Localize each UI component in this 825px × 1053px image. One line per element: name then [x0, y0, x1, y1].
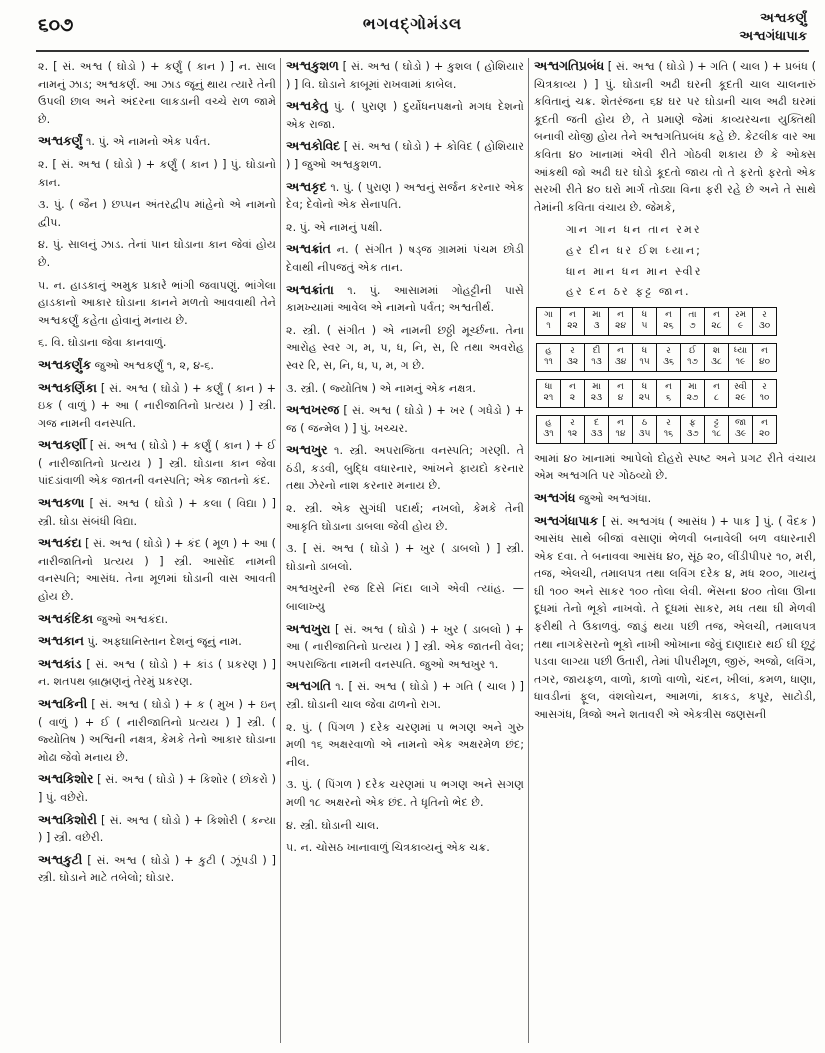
entry-definition: ૧. [ સં. અશ્વ ( ઘોડો ) + ગતિ ( ચાલ ) ] સ્ત્રી. ઘોડાની ચાલ જેવા ઢાળનો રાગ.	[286, 680, 524, 711]
grid-cell-number: ૧૭	[687, 357, 698, 368]
column-left	[38, 58, 276, 1043]
grid-cell-number: ૨૨	[567, 321, 578, 332]
column-middle	[286, 58, 524, 1043]
dictionary-entry	[286, 442, 524, 495]
grid-cell	[729, 415, 753, 443]
grid-cell	[681, 307, 705, 335]
grid-cell-syllable: ગા	[544, 310, 553, 321]
dictionary-entry	[534, 450, 816, 485]
grid-cell-number: ૧૮	[711, 429, 722, 440]
dictionary-entry	[286, 678, 524, 713]
column-divider	[528, 58, 529, 1043]
entry-headword: અશ્વકર્ણી	[38, 438, 86, 453]
grid-cell-number: ૩૮	[711, 357, 722, 368]
grid-cell-number: ૩૧	[543, 429, 554, 440]
entry-headword: અશ્વખુર	[286, 443, 328, 458]
grid-cell-syllable: ન	[617, 418, 624, 429]
entry-headword: અશ્વકર્ણિકા	[38, 380, 97, 395]
grid-cell-syllable: ધ	[641, 382, 648, 393]
grid-cell	[609, 415, 633, 443]
page-number: ૬૦૭	[38, 14, 74, 36]
dictionary-entry	[286, 402, 524, 437]
grid-cell-number: ૩૯	[734, 429, 747, 440]
entry-definition: [ સં. અશ્વ ( ઘોડો ) + કિશોરી ( કન્યા ) ] સ્ત્રી. વછેરી.	[38, 813, 276, 845]
dictionary-entry	[38, 633, 276, 651]
column-right	[534, 58, 816, 1043]
entry-definition: ૩. પું. ( પિંગળ ) દરેક ચરણમાં ૫ ભગણ અને સગણ મળી ૧૮ અક્ષરનો એક છંદ. તે ધૃતિનો ભેદ છે.	[286, 778, 524, 809]
grid-cell-number: ૯	[737, 321, 744, 332]
entry-headword: અશ્વકિની	[38, 697, 88, 711]
grid-cell	[729, 307, 753, 335]
entry-headword: અશ્વકંદિકા	[38, 611, 93, 626]
knight-tour-grid	[536, 307, 777, 444]
grid-cell-syllable: ન	[569, 310, 576, 321]
grid-cell	[561, 343, 585, 371]
grid-cell-number: ૨૫	[638, 393, 651, 404]
entry-definition: [ સં. અશ્વ ( ઘોડો ) + કાંડ ( પ્રકરણ ) ] ન. શતપથ બ્રાહ્મણનું તેરમું પ્રકરણ.	[38, 657, 276, 689]
grid-cell	[753, 307, 777, 335]
grid-cell	[705, 343, 729, 371]
grid-cell-syllable: ધા	[544, 382, 553, 393]
entry-headword: અશ્વખરજ	[286, 403, 340, 418]
entry-definition: [ સં. અશ્વ ( ઘોડો ) + કંદ ( મૂળ ) + આ ( નારીજાતિનો પ્રત્યય ) ] સ્ત્રી. આસોંદ નામની વનસ્પતિ; આસંધ. તેના મૂળમાં ઘોડાની વાસ આવતી હોય છે.	[38, 537, 276, 604]
entry-definition: [ સં. અશ્વ ( ઘોડો ) + ખર ( ગધેડો ) + જ ( જન્મેલ ) ] પું. ખચ્ચર.	[286, 404, 524, 435]
grid-cell-number: ૧૦	[759, 393, 770, 404]
entry-headword: અશ્વકિશોરી	[38, 812, 97, 827]
entry-definition: ન. ( સંગીત ) ષડ્જ ગ્રામમાં પંચમ છોડી દેવાથી નીપજતું એક તાન.	[286, 243, 524, 274]
dictionary-entry	[38, 656, 276, 691]
grid-cell-syllable: ર	[666, 418, 671, 429]
grid-cell-syllable: શ	[713, 346, 720, 357]
entry-definition: [ સં. અશ્વગંધ ( આસંધ ) + પાક ] પું. ( વૈદક ) આસંધ સાથે બીજાં વસાણાં ભેળવી બનાવેલી બળ વધારનારી એક દવા. તે બનાવવા આસંધ ૪૦, સૂંઠ ૨૦, લીંડીપીપર ૧૦, મરી, તજ, એલચી, તમાલપત્ર તથા લવિંગ દરેક ૪, મધ ૨૦૦, ગાયનું ઘી ૧૦૦ અને સાકર ૧૦૦ તોલા લેવી. ભેંસના ૪૦૦ તોલા ઊના દૂધમાં તેનો ભૂકો નાખવો. તે દૂધમાં સાકર, મધ તથા ઘી મેળવી ફરીથી તે ઉકાળવું. જાડું થયા પછી તજ, એલચી, તમાલપત્ર તથા નાગકેસરનો ભૂકો નાખી ઓખાના જેવું દાણાદાર થઈ ઘી છૂટું પડવા લાગ્યા પછી ઉતારી, તેમાં પીપરીમૂળ, જીરું, અજો, લવિંગ, તગર, જાયફળ, વાળો, કાળો વાળો, ચંદન, ખીલાં, કમળ, ધાણા, ધાવડીનાં ફૂલ, વંશલોચન, આમળાં, કાકડ, કપૂર, સાટોડી, આસગંધ, ત્રિજો અને શતાવરી એ એકત્રીસ જણસની	[534, 514, 816, 722]
grid-cell	[657, 307, 681, 335]
grid-cell-syllable: તા	[688, 310, 697, 321]
dictionary-entry	[286, 138, 524, 173]
entry-headword: અશ્વગતિ	[286, 679, 331, 694]
dictionary-entry	[38, 236, 276, 271]
entry-definition: ૬. વિ. ઘોડાના જેવા કાનવાળું.	[38, 336, 167, 350]
entry-definition: ૨. પું. એ નામનું પક્ષી.	[286, 220, 383, 234]
grid-cell-syllable: મા	[592, 310, 601, 321]
dictionary-entry	[286, 179, 524, 214]
grid-cell	[537, 307, 561, 335]
entry-definition: પું. ( પુરાણ ) દુર્યોધનપક્ષનો મગધ દેશનો એક રાજા.	[286, 100, 524, 131]
entry-headword: અશ્વકુશળ	[286, 59, 339, 73]
grid-cell-number: ૪	[617, 393, 624, 404]
grid-cell-syllable: ન	[665, 382, 672, 393]
grid-cell-number: ૬	[665, 393, 672, 404]
verse-line: ધાન માન ધન માન સ્વીર	[566, 264, 703, 278]
grid-cell-number: ૨૪	[615, 321, 626, 332]
dictionary-entry	[286, 540, 524, 575]
entry-definition: આમાં ૪૦ ખાનામાં આપેલો દોહરો સ્પષ્ટ અને પ્રગટ રીતે વંચાય એમ અશ્વગતિ પર ગોઠવ્યો છે.	[534, 451, 816, 483]
grid-cell-number: ૧૫	[639, 357, 650, 368]
entry-definition: ૩. સ્ત્રી. ( જ્યોતિષ ) એ નામનું એક નક્ષત્ર.	[286, 381, 476, 395]
grid-cell-syllable: ટ્ટ	[714, 418, 719, 429]
entry-definition: [ સં. અશ્વ ( ઘોડો ) + કલા ( વિદ્યા ) ] સ્ત્રી. ઘોડા સંબંધી વિદ્યા.	[38, 497, 276, 528]
grid-cell-syllable: ધ	[641, 346, 648, 357]
dictionary-entry	[38, 133, 276, 151]
dictionary-entry	[38, 852, 276, 887]
grid-cell-number: ૮	[714, 393, 719, 404]
entry-headword: અશ્વગંધાપાક	[534, 513, 599, 528]
dictionary-entry	[38, 495, 276, 530]
grid-cell-syllable: ન	[569, 382, 576, 393]
entry-definition: ૧. સ્ત્રી. અપરાજિતા વનસ્પતિ; ગરણી. તે ઠંડી, કડવી, બુદ્ધિ વધારનાર, આંખને ફાયદો કરનાર તથા ઝેરનો નાશ કરનાર મનાય છે.	[286, 444, 524, 493]
dictionary-entry	[286, 776, 524, 811]
dictionary-entry	[38, 156, 276, 191]
guide-word-first: અશ્વકર્ણું	[760, 11, 807, 26]
grid-cell-syllable: ઠ	[641, 418, 648, 429]
grid-cell-syllable: મા	[592, 382, 601, 393]
entry-definition: [ સં. અશ્વ ( ઘોડો ) + કોવિદ ( હોશિયાર ) ] જુઓ અશ્વકુશળ.	[286, 140, 524, 171]
entry-definition: ૨. [ સં. અશ્વ ( ઘોડો ) + કર્ણું ( કાન ) ] ન. સાલ નામનું ઝાડ; અશ્વકર્ણ. આ ઝાડ જૂનું થાય ત્યારે તેની ઉપલી છાલ અને અંદરના લાકડાની વચ્ચે રાળ જામે છે.	[38, 60, 276, 126]
entry-headword: અશ્વકર્ણુંક	[38, 357, 92, 372]
grid-cell-number: ૧૧	[544, 357, 553, 368]
grid-cell	[633, 343, 657, 371]
dictionary-entry	[38, 357, 276, 375]
verse-line: હર દન ઠર ફટ્ટ જાન.	[566, 285, 691, 299]
verse-block	[534, 221, 816, 300]
grid-cell	[681, 379, 705, 407]
grid-cell	[657, 415, 681, 443]
grid-cell-number: ૩૫	[638, 429, 651, 440]
grid-cell	[537, 379, 561, 407]
grid-cell-syllable: હ	[545, 418, 552, 429]
grid-cell	[561, 379, 585, 407]
column-right-entries	[534, 450, 816, 724]
entry-definition: ૫. ન. હાડકાનું અમુક પ્રકારે ભાંગી જવાપણું. ભાંગેલા હાડકાનો આકાર ઘોડાના કાનને મળતો આવવાથી તેને અશ્વકર્ણું કહેતા હોવાનું મનાય છે.	[38, 278, 276, 327]
entry-headword: અશ્વકૃદ	[286, 179, 327, 194]
entry-definition: ૨. પું. ( પિંગળ ) દરેક ચરણમાં ૫ ભગણ અને ગુરુ મળી ૧૬ અક્ષરવાળો એ નામનો એક અક્ષરમેળ છંદ; નીલ.	[286, 720, 524, 769]
entry-headword: અશ્વકાંડ	[38, 656, 82, 671]
grid-cell	[585, 307, 609, 335]
dictionary-entry	[286, 322, 524, 375]
entry-definition: જુઓ અશ્વકંદા.	[96, 612, 169, 626]
grid-cell	[729, 379, 753, 407]
grid-cell	[609, 307, 633, 335]
grid-cell-number: ૨૭	[686, 393, 699, 404]
entry-definition: ૩. પું. ( જૈન ) છપ્પન અંતરદ્વીપ માંહેનો એ નામનો દ્વીપ.	[38, 198, 276, 229]
entry-definition: [ સં. અશ્વ ( ઘોડો ) + ક ( મુખ ) + ઇન્ ( વાળું ) + ઈ ( નારીજાતિનો પ્રત્યય ) ] સ્ત્રી. ( જ્યોતિષ ) અશ્વિની નક્ષત્ર, કેમકે તેનો આકાર ઘોડાના મોઢા જેવો મનાય છે.	[38, 698, 276, 764]
entry-definition: ૩. [ સં. અશ્વ ( ઘોડો ) + ખુર ( ડાબલો ) ] સ્ત્રી. ઘોડાનો ડાબલો.	[286, 542, 524, 573]
grid-cell	[705, 415, 729, 443]
guide-words	[739, 10, 807, 46]
dictionary-entry	[286, 580, 524, 615]
grid-cell	[585, 415, 609, 443]
grid-cell-number: ૩૩	[590, 429, 603, 440]
grid-cell-number: ૨૮	[711, 321, 722, 332]
entry-definition: અશ્વખુરની રજ દિસે નિંદા લાગે એવી ત્યાંહ. — બાલાખ્યુ	[286, 582, 524, 614]
grid-cell	[753, 379, 777, 407]
entry-headword: અશ્વકંદા	[38, 536, 82, 551]
entry-headword: અશ્વકિશોર	[38, 772, 94, 787]
header-rule	[36, 50, 809, 52]
grid-row	[537, 307, 777, 335]
grid-cell-syllable: સ્વી	[734, 382, 747, 393]
entry-definition: [ સં. અશ્વ ( ઘોડો ) + ગતિ ( ચાલ ) + પ્રબંધ ( ચિત્રકાવ્ય ) ] પું. ઘોડાની અઢી ઘરની કૂદતી ચાલ ચાલનારું કવિતાનું ચક્ર. શેતરંજના ૬૪ ઘર પર ઘોડાની ચાલ અઢી ઘરમાં કૂદતી જતી હોય છે, તે પ્રમાણે જેમાં કાવ્યરચના યુક્તિથી બનાવી યોજી હોય તેને અશ્વગતિપ્રબંધ કહે છે. કેટલીક વાર આ કવિતા ૪૦ ખાનામાં એવી રીતે ગોઠવી શકાય છે કે ઓક્સ આંકથી જો અઢી ઘર ઘોડો કૂદતો જાય તો તે ફરતો ફરતો એક સરખી રીતે ૪૦ ઘરો માર્ગ તોડ્યા વિના ફરી રહે છે અને તે સાથે તેમાંની કવિતા વંચાય છે. જેમકે,	[534, 60, 816, 214]
dictionary-entry	[38, 812, 276, 847]
grid-cell-syllable: ન	[713, 382, 720, 393]
dictionary-entry	[38, 196, 276, 231]
grid-row	[537, 415, 777, 443]
grid-cell-syllable: દ	[593, 418, 600, 429]
grid-cell-number: ૧૨	[567, 429, 578, 440]
grid-cell-number: ૩૨	[566, 357, 579, 368]
grid-row	[537, 379, 777, 407]
grid-cell-syllable: ન	[617, 382, 624, 393]
entry-definition: ૧. પું. ( પુરાણ ) અશ્વનું સર્જન કરનાર એક દેવ; દેવોનો એક સેનાપતિ.	[286, 180, 524, 212]
grid-cell-syllable: મા	[688, 382, 697, 393]
grid-cell-syllable: ન	[617, 346, 624, 357]
entry-headword: અશ્વકેતુ	[286, 99, 328, 114]
grid-cell-number: ૨૬	[663, 321, 674, 332]
grid-cell-syllable: ર	[570, 418, 575, 429]
grid-cell	[585, 379, 609, 407]
dictionary-entry	[38, 380, 276, 433]
grid-cell-syllable: દી	[592, 346, 601, 357]
entry-definition: ૫. ન. ચોસઠ ખાનાવાળું ચિત્રકાવ્યનું એક ચક્ર.	[286, 841, 490, 855]
entry-definition: [ સં. અશ્વ ( ઘોડો ) + કિશોર ( છોકરો ) ] પું. વછેરો.	[38, 773, 276, 804]
grid-cell	[633, 307, 657, 335]
dictionary-entry	[38, 58, 276, 128]
dictionary-entry	[286, 219, 524, 237]
grid-cell	[633, 379, 657, 407]
column-divider	[280, 58, 281, 1043]
dictionary-entry	[534, 513, 816, 724]
grid-cell	[657, 379, 681, 407]
entry-headword: અશ્વગતિપ્રબંધ	[534, 59, 605, 73]
entry-definition: જુઓ અશ્વગંધા.	[578, 491, 652, 505]
grid-cell-syllable: ર	[762, 382, 767, 393]
entry-definition: [ સં. અશ્વ ( ઘોડો ) + ખુર ( ડાબલો ) + આ ( નારીજાતિનો પ્રત્યય ) ] સ્ત્રી. એક જાતની વેલ; અપરાજિતા નામની વનસ્પતિ. જુઓ અશ્વખુર ૧.	[286, 622, 524, 671]
dictionary-entry	[534, 490, 816, 508]
entry-headword: અશ્વકુટી	[38, 852, 83, 867]
grid-cell-syllable: ર	[666, 346, 671, 357]
grid-cell-number: ૨૩	[590, 393, 603, 404]
grid-cell-number: ૧૩	[591, 357, 602, 368]
grid-cell-number: ૫	[641, 321, 648, 332]
dictionary-entry	[286, 719, 524, 772]
grid-cell	[561, 307, 585, 335]
grid-cell	[729, 343, 753, 371]
dictionary-entry	[38, 535, 276, 605]
entry-definition: [ સં. અશ્વ ( ઘોડો ) + કર્ણું ( કાન ) + ઇક ( વાળું ) + આ ( નારીજાતિનો પ્રત્યય ) ] સ્ત્રી. ગજ નામની વનસ્પતિ.	[38, 381, 276, 430]
grid-cell-number: ૧૪	[615, 429, 626, 440]
entry-definition: ૧. પું. એ નામનો એક પર્વત.	[85, 135, 211, 149]
grid-cell-syllable: રમ	[734, 310, 746, 321]
dictionary-entry	[286, 621, 524, 674]
grid-cell	[537, 415, 561, 443]
entry-headword: અશ્વક્રાંતા	[286, 282, 334, 297]
grid-cell-number: ૩૦	[758, 321, 771, 332]
dictionary-entry	[38, 696, 276, 766]
grid-cell-number: ૧૯	[735, 357, 746, 368]
grid-cell-syllable: ફ	[689, 418, 696, 429]
book-title: ભગવદ્ગોમંડલ	[362, 14, 463, 33]
dictionary-entry	[38, 277, 276, 330]
grid-cell	[705, 379, 729, 407]
grid-cell-number: ૧	[546, 321, 551, 332]
entry-headword: અશ્વક્રાંત	[286, 242, 331, 257]
entry-definition: ૧. પું. આસામમાં ગોહટ્ટીની પાસે કામખ્યામાં આવેલ એ નામનો પર્વત; અશ્વતીર્થ.	[286, 283, 524, 315]
entry-definition: ૨. [ સં. અશ્વ ( ઘોડો ) + કર્ણું ( કાન ) ] પું. ઘોડાનો કાન.	[38, 157, 276, 189]
grid-cell-number: ૩૬	[662, 357, 675, 368]
grid-cell-number: ૧૬	[663, 429, 674, 440]
entry-definition: ૪. પું. સાલનું ઝાડ. તેનાં પાન ઘોડાના કાન જેવાં હોય છે.	[38, 238, 276, 269]
grid-cell	[537, 343, 561, 371]
dictionary-entry	[38, 437, 276, 490]
verse-line: ગાન ગાન ધન તાન રમર	[566, 223, 702, 237]
grid-cell-syllable: ન	[761, 418, 768, 429]
grid-cell-number: ૨૯	[735, 393, 746, 404]
grid-cell	[609, 343, 633, 371]
grid-cell-number: ૭	[689, 321, 696, 332]
grid-cell	[657, 343, 681, 371]
grid-cell-number: ૨૧	[543, 393, 554, 404]
grid-cell-syllable: હ	[545, 346, 552, 357]
entry-headword: અશ્વકોવિદ	[286, 139, 341, 154]
entry-definition: પું. અફઘાનિસ્તાન દેશનું જૂનું નામ.	[87, 635, 242, 649]
entry-headword: અશ્વકળા	[38, 496, 85, 511]
dictionary-entry	[286, 500, 524, 535]
dictionary-entry	[286, 241, 524, 276]
dictionary-entry	[286, 817, 524, 835]
grid-cell	[753, 343, 777, 371]
grid-cell-number: ૨	[569, 393, 576, 404]
entry-definition: ૪. સ્ત્રી. ઘોડાની ચાલ.	[286, 818, 380, 832]
grid-cell	[633, 415, 657, 443]
grid-cell	[705, 307, 729, 335]
dictionary-entry	[286, 282, 524, 317]
dictionary-entry	[286, 98, 524, 133]
grid-cell	[681, 343, 705, 371]
grid-cell-syllable: ન	[713, 310, 720, 321]
guide-word-last: અશ્વગંધાપાક	[739, 29, 807, 44]
grid-cell-number: ૪૦	[759, 357, 770, 368]
entry-headword: અશ્વકાન	[38, 634, 84, 649]
entry-definition: [ સં. અશ્વ ( ઘોડો ) + કુશલ ( હોશિયાર ) ] વિ. ઘોડાને કાબૂમાં રાખવામાં કાબેલ.	[286, 60, 524, 91]
grid-cell-syllable: ધ	[641, 310, 648, 321]
dictionary-entry	[38, 611, 276, 629]
dictionary-entry	[38, 334, 276, 352]
dictionary-entry	[38, 771, 276, 806]
grid-cell-syllable: જા	[734, 418, 747, 429]
grid-cell-number: ૩૭	[686, 429, 699, 440]
grid-cell	[681, 415, 705, 443]
verse-line: હર દીન ધર ઈશ ધ્યાન;	[566, 243, 702, 257]
grid-cell	[609, 379, 633, 407]
entry-headword: અશ્વકર્ણું	[38, 134, 83, 149]
grid-cell	[585, 343, 609, 371]
grid-cell-syllable: ર	[762, 310, 767, 321]
dictionary-entry	[286, 58, 524, 93]
page-header	[0, 0, 825, 58]
grid-row	[537, 343, 777, 371]
grid-cell-syllable: ન	[665, 310, 672, 321]
grid-cell-number: ૩૪	[614, 357, 627, 368]
entry-definition: જુઓ અશ્વકર્ણું ૧, ૨, ૪-૬.	[94, 358, 214, 372]
grid-cell-syllable: ઈ	[689, 346, 696, 357]
entry-definition: ૨. સ્ત્રી. એક સુગંધી પદાર્થ; નખલો, કેમકે તેની આકૃતિ ઘોડાના ડાબલા જેવી હોય છે.	[286, 502, 524, 533]
grid-cell-syllable: ન	[617, 310, 624, 321]
grid-cell-number: ૨૦	[759, 429, 770, 440]
entry-headword: અશ્વખુરા	[286, 621, 331, 636]
dictionary-entry	[286, 380, 524, 398]
entry-definition: [ સં. અશ્વ ( ઘોડો ) + કુટી ( ઝૂંપડી ) ] સ્ત્રી. ઘોડાને માટે તબેલો; ઘોડાર.	[38, 853, 276, 885]
entry-definition: ૨. સ્ત્રી. ( સંગીત ) એ નામની છઠ્ઠી મૂર્ચ્છના. તેના આરોહ સ્વર ગ, મ, પ, ધ, નિ, સ, રિ તથા અવરોહ સ્વર રિ, સ, નિ, ધ, પ, મ, ગ છે.	[286, 323, 524, 372]
dictionary-entry	[534, 58, 816, 216]
grid-cell-syllable: ધ્યા	[733, 346, 748, 357]
grid-cell-syllable: ન	[761, 346, 768, 357]
entry-definition: [ સં. અશ્વ ( ઘોડો ) + કર્ણું ( કાન ) + ઈ ( નારીજાતિનો પ્રત્યય ) ] સ્ત્રી. ઘોડાના કાન જેવા પાંદડાંવાળી એક જાતની વનસ્પતિ; એક જાતનો કંદ.	[38, 439, 276, 488]
dictionary-entry	[286, 839, 524, 857]
grid-cell-number: ૩	[593, 321, 600, 332]
grid-cell-syllable: ર	[570, 346, 575, 357]
entry-headword: અશ્વગંધ	[534, 490, 576, 505]
grid-cell	[561, 415, 585, 443]
grid-cell	[753, 415, 777, 443]
